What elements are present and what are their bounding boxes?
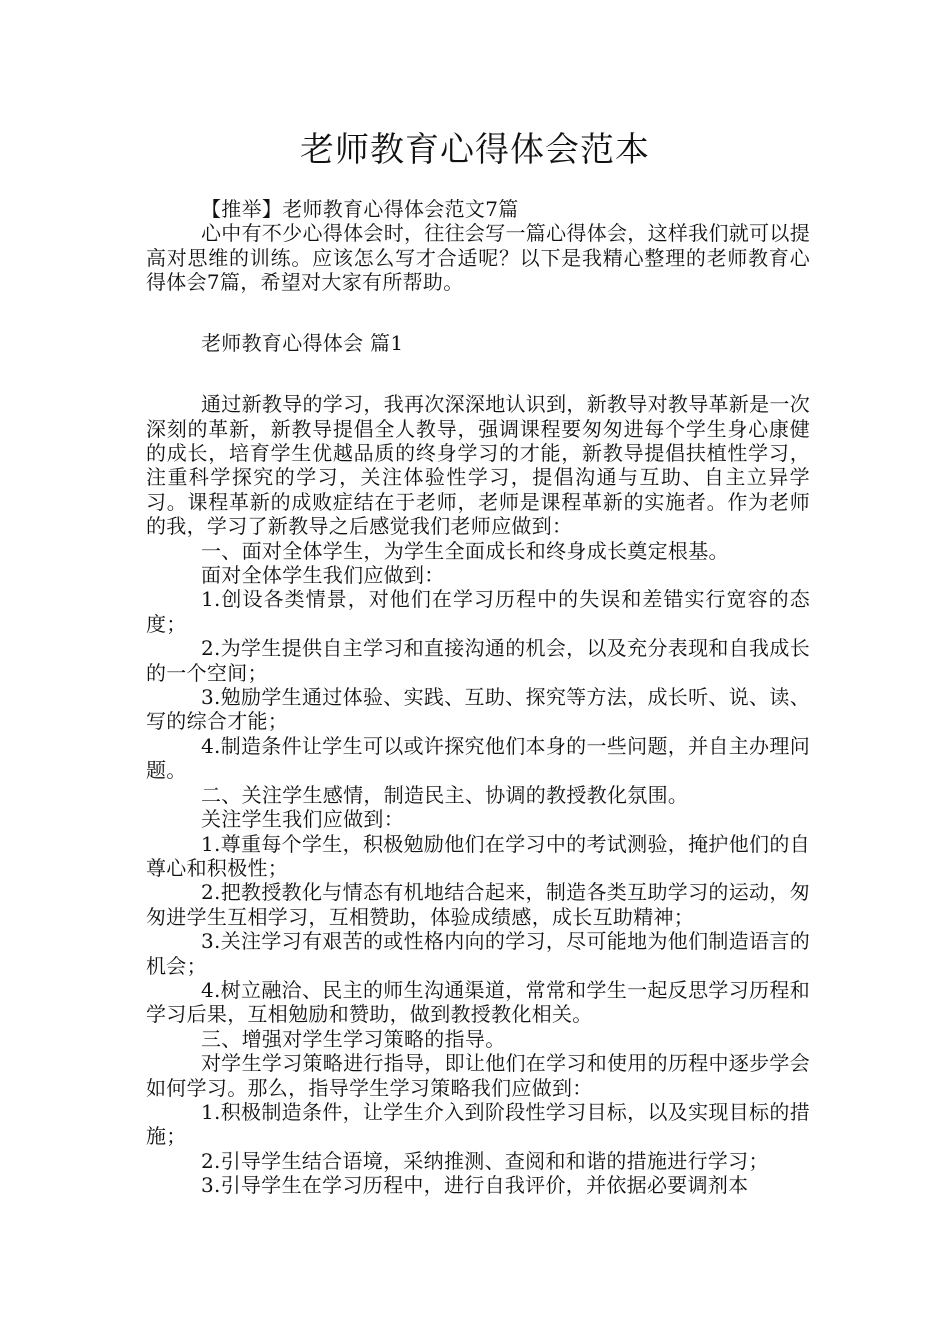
paragraph: 面对全体学生我们应做到： xyxy=(201,563,445,588)
paragraph: 2.把教授教化与情态有机地结合起来，制造各类互助学习的运动，匆匆进学生互相学习，互相赞助，体验成绩感，成长互助精神； xyxy=(146,880,810,929)
paragraph: 通过新教导的学习，我再次深深地认识到，新教导对教导革新是一次深刻的革新，新教导提倡全人教导，强调课程要匆匆进每个学生身心康健的成长，培育学生优越品质的终身学习的才能，新教导提倡扶植性学习，注重科学探究的学习，关注体验性学习，提倡沟通与互助、自主立异学习。课程革新的成败症结在于老师，老师是课程革新的实施者。作为老师的我，学习了新教导之后感觉我们老师应做到： xyxy=(146,392,810,539)
paragraph: 三、增强对学生学习策略的指导。 xyxy=(201,1026,506,1051)
paragraph: 1.积极制造条件，让学生介入到阶段性学习目标，以及实现目标的措施； xyxy=(146,1099,810,1149)
paragraph: 2.引导学生结合语境，采纳推测、查阅和和谐的措施进行学习； xyxy=(201,1148,769,1173)
section-heading: 老师教育心得体会 篇1 xyxy=(201,331,404,356)
intro-heading: 【推举】老师教育心得体会范文7篇 xyxy=(201,197,519,221)
paragraph: 4.制造条件让学生可以或许探究他们本身的一些问题，并自主办理问题。 xyxy=(146,733,810,783)
paragraph: 关注学生我们应做到： xyxy=(201,807,404,832)
paragraph: 2.为学生提供自主学习和直接沟通的机会，以及充分表现和自我成长的一个空间； xyxy=(146,636,810,685)
paragraph: 3.勉励学生通过体验、实践、互助、探究等方法，成长听、说、读、写的综合才能； xyxy=(146,685,810,734)
paragraph: 1.创设各类情景，对他们在学习历程中的失误和差错实行宽容的态度； xyxy=(146,587,810,636)
paragraph: 二、关注学生感情，制造民主、协调的教授教化氛围。 xyxy=(201,782,689,807)
document-title: 老师教育心得体会范本 xyxy=(300,130,650,170)
document-body xyxy=(146,197,810,1198)
paragraph: 一、面对全体学生，为学生全面成长和终身成长奠定根基。 xyxy=(201,538,729,563)
paragraph: 3.关注学习有艰苦的或性格内向的学习，尽可能地为他们制造语言的机会； xyxy=(146,929,810,978)
intro-paragraph: 心中有不少心得体会时，往往会写一篇心得体会，这样我们就可以提高对思维的训练。应该怎么写才合适呢？以下是我精心整理的老师教育心得体会7篇，希望对大家有所帮助。 xyxy=(146,221,810,295)
paragraph: 4.树立融洽、民主的师生沟通渠道，常常和学生一起反思学习历程和学习后果，互相勉励和赞助，做到教授教化相关。 xyxy=(146,977,810,1027)
paragraph: 1.尊重每个学生，积极勉励他们在学习中的考试测验，掩护他们的自尊心和积极性； xyxy=(146,831,810,880)
paragraph: 3.引导学生在学习历程中，进行自我评价，并依据必要调剂本 xyxy=(201,1173,749,1198)
paragraph: 对学生学习策略进行指导，即让他们在学习和使用的历程中逐步学会如何学习。那么，指导学生学习策略我们应做到： xyxy=(146,1051,810,1100)
